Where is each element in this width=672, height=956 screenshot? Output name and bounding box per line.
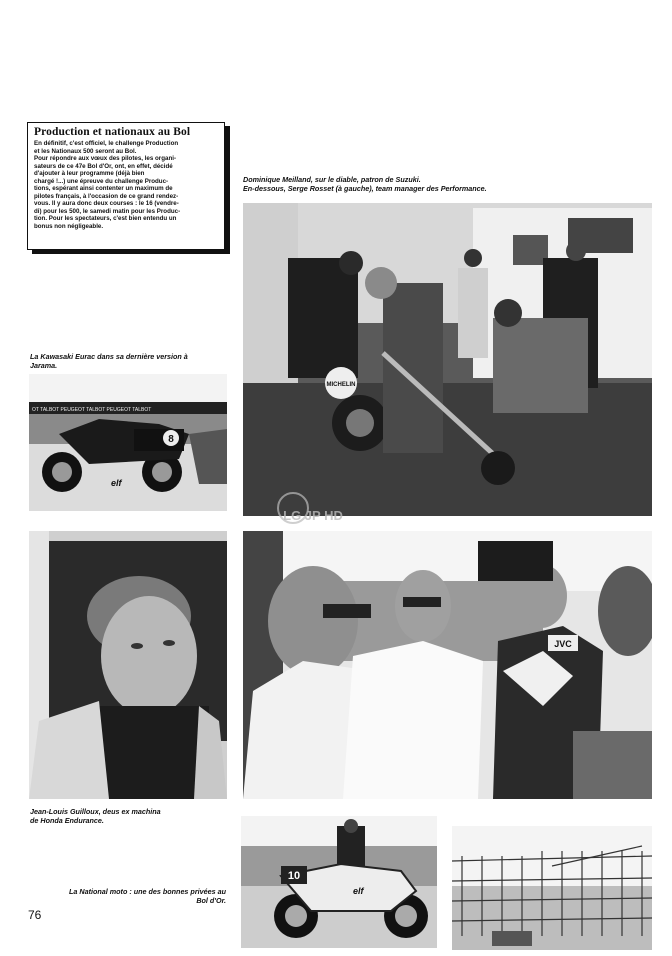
caption-line: La National moto : une des bonnes privées au: [69, 887, 226, 896]
photo-scaffolding-graphic: [452, 826, 652, 950]
photo-kawasaki: [29, 374, 227, 511]
bike-number-8: 8: [168, 434, 174, 445]
sidebar-body: [34, 140, 219, 230]
sidebar-line: d'ajouter à leur programme (déjà bien: [34, 170, 145, 177]
caption-line: La Kawasaki Eurac dans sa dernière version à: [30, 352, 188, 361]
caption-line: En-dessous, Serge Rosset (à gauche), team manager des Performance.: [243, 184, 487, 193]
michelin-logo: MICHELIN: [326, 382, 356, 388]
bike-number-10: 10: [287, 870, 301, 882]
photo-guilloux: [29, 531, 227, 799]
caption-line: Dominique Meilland, sur le diable, patron de Suzuki.: [243, 175, 421, 184]
sidebar-line: vous. Il y aura donc deux courses : le 16 (vendre-: [34, 200, 179, 207]
sidebar-line: tion. Pour les spectateurs, c'est bien entendu un: [34, 215, 177, 222]
sidebar-line: pilotes français, à l'occasion de ce grand rendez-: [34, 192, 179, 200]
sidebar-line: Pour répondre aux vœux des pilotes, les organi-: [34, 155, 176, 162]
caption-national: [28, 887, 226, 905]
jvc-logo: JVC: [554, 639, 572, 649]
elf-logo-national: elf: [353, 886, 364, 896]
caption-kawasaki: [30, 352, 230, 370]
caption-guilloux: [30, 807, 230, 825]
photo-group-graphic: [243, 531, 652, 799]
caption-line: de Honda Endurance.: [30, 816, 104, 825]
photo-kawasaki-graphic: [29, 374, 227, 511]
photo-group: [243, 531, 652, 799]
sidebar-line: tions, espérant ainsi contenter un maximum de: [34, 185, 173, 192]
sidebar-line: bonus non négligeable.: [34, 222, 104, 230]
sidebar-box: [27, 122, 225, 250]
sidebar-line: sateurs de ce 47e Bol d'Or, ont, en effet, décidé: [34, 162, 173, 170]
photo-suzuki-pit: [243, 203, 652, 516]
caption-suzuki: [243, 175, 663, 193]
elf-logo: elf: [111, 478, 122, 488]
photo-national-moto: [241, 816, 437, 948]
sidebar-line: chargé !...) une épreuve du challenge Produc-: [34, 177, 169, 185]
sidebar-title: Production et nationaux au Bol: [34, 126, 191, 138]
photo-guilloux-graphic: [29, 531, 227, 799]
talbot-banner: OT TALBOT PEUGEOT TALBOT PEUGEOT TALBOT: [32, 407, 152, 413]
caption-line: Bol d'Or.: [196, 896, 226, 905]
page-number: 76: [28, 908, 42, 922]
caption-line: Jean-Louis Guilloux, deus ex machina: [30, 807, 161, 816]
photo-national-graphic: [241, 816, 437, 948]
photo-suzuki-graphic: [243, 203, 652, 516]
sidebar-line: et les Nationaux 500 seront au Bol.: [34, 147, 137, 155]
caption-line: Jarama.: [30, 361, 58, 370]
photo-scaffolding: [452, 826, 652, 950]
sidebar-line: En définitif, c'est officiel, le challenge Production: [34, 140, 179, 147]
sidebar-line: di) pour les 500, le samedi matin pour les Produc-: [34, 207, 181, 215]
watermark-text: LG JP HD: [283, 508, 343, 523]
